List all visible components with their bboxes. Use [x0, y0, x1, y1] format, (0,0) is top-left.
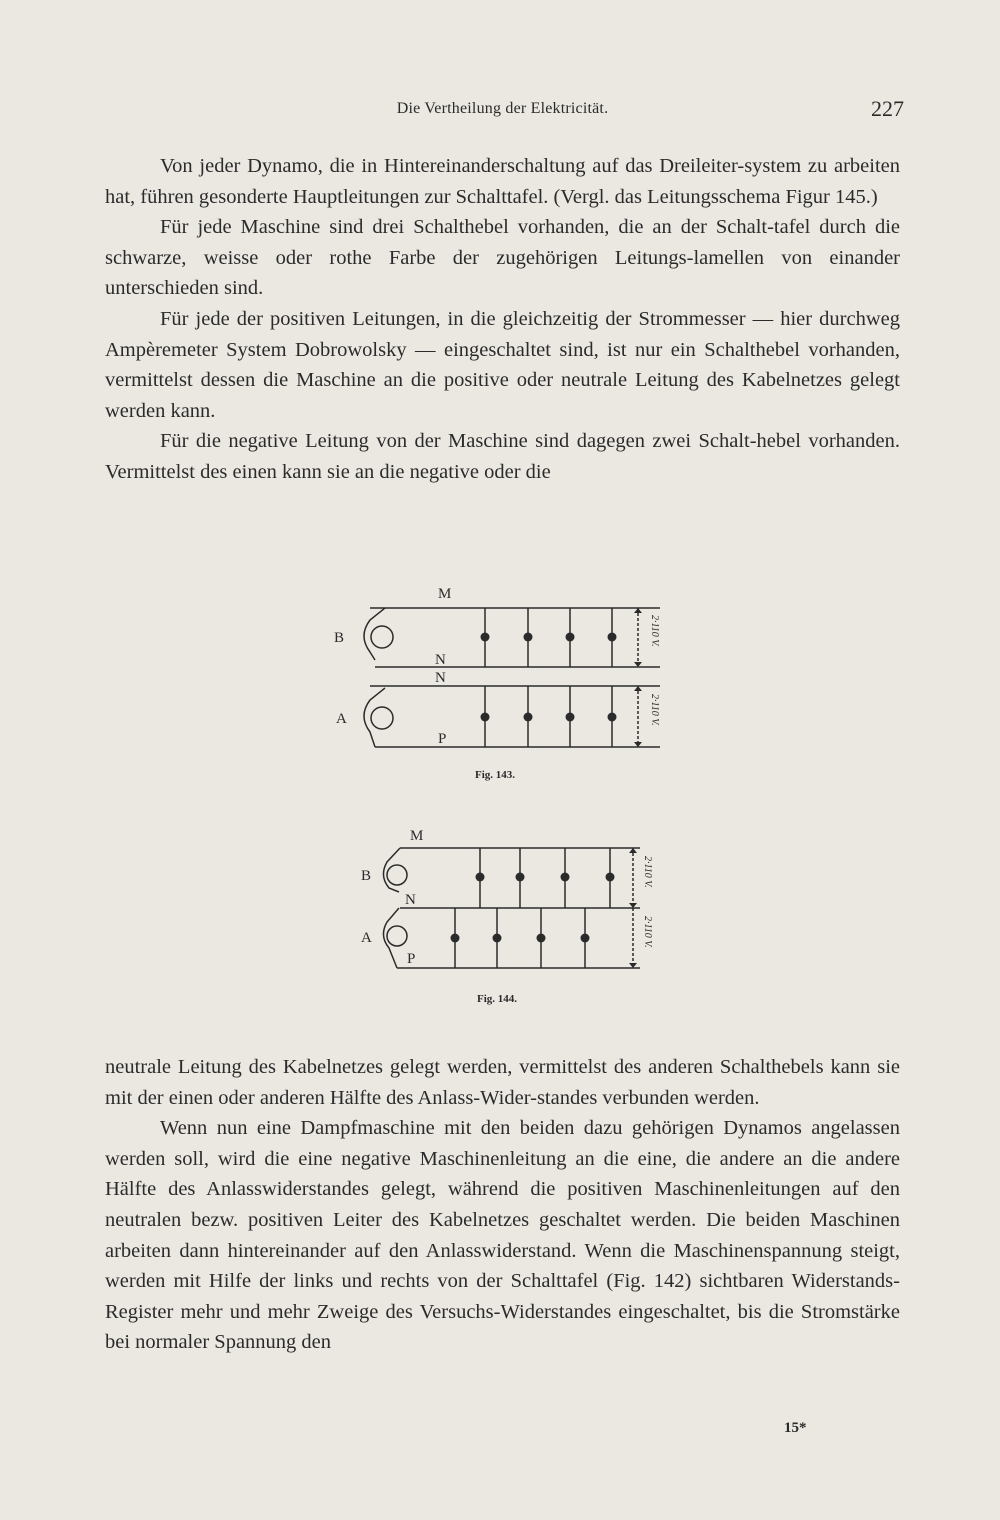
dynamo-b: [387, 865, 407, 885]
label-b: B: [361, 868, 372, 884]
circuit-diagram-143: [330, 580, 670, 790]
label-n-upper: N: [435, 652, 446, 668]
dimension-label: 2·110 V.: [642, 856, 653, 888]
paragraph: Von jeder Dynamo, die in Hintereinanderschaltung auf das Dreileiter-system zu arbeiten hat, führen gesonderte Hauptleitungen zur Schalttafel. (Vergl. das Leitungsschema Figur 145.): [105, 155, 900, 208]
label-m: M: [410, 828, 424, 844]
running-header: [105, 96, 904, 126]
lamp-dot: [476, 873, 485, 882]
label-a: A: [361, 930, 372, 946]
dynamo-b-symbol: [364, 608, 385, 660]
dynamo-a: [387, 926, 407, 946]
paragraph: Für die negative Leitung von der Maschine sind dagegen zwei Schalt-hebel vorhanden. Vermittelst des einen kann sie an die negative oder die: [105, 430, 900, 483]
label-m: M: [438, 586, 452, 602]
lamp-dot: [537, 934, 546, 943]
lamp-dot: [561, 873, 570, 882]
lamp-dot: [606, 873, 615, 882]
dimension-label: 2·110 V.: [649, 694, 660, 726]
lamp-dot: [451, 934, 460, 943]
header-title: Die Vertheilung der Elektricität.: [396, 100, 609, 117]
dynamo-a-symbol: [383, 908, 399, 968]
lamp-dot: [516, 873, 525, 882]
paragraph: neutrale Leitung des Kabelnetzes gelegt werden, vermittelst des anderen Schalthebels kann sie mit der einen oder anderen Hälfte des Anlass-Wider-standes verbunden werden.: [105, 1056, 900, 1109]
paragraph: Für jede der positiven Leitungen, in die gleichzeitig der Strommesser — hier durchweg Ampèremeter System Dobrowolsky — eingeschaltet sind, ist nur ein Schalthebel vorhanden, vermittelst dessen die Maschine an die positive oder neutrale Leitung des Kabelnetzes gelegt werden kann.: [105, 307, 900, 422]
circuit-diagram-144: [355, 822, 665, 1017]
lamp-dot: [481, 713, 490, 722]
lamp-dot: [524, 633, 533, 642]
dimension-label: 2·110 V.: [649, 615, 660, 647]
lamp-dot: [566, 633, 575, 642]
label-n-lower: N: [435, 670, 446, 686]
dynamo-b: [371, 626, 393, 648]
label-p: P: [438, 731, 447, 747]
figure-144: [355, 822, 665, 1017]
lamp-dot: [493, 934, 502, 943]
label-n: N: [405, 892, 416, 908]
lamp-dot: [608, 713, 617, 722]
figure-caption: Fig. 144.: [477, 993, 518, 1005]
paragraph: Für jede Maschine sind drei Schalthebel vorhanden, die an der Schalt-tafel durch die schwarze, weisse oder rothe Farbe der zugehörigen Leitungs-lamellen von einander unterschieden sind.: [105, 216, 900, 300]
text-block-top: [105, 151, 900, 488]
dynamo-a: [371, 707, 393, 729]
lamp-dot: [608, 633, 617, 642]
label-p: P: [407, 951, 416, 967]
dimension-label: 2·110 V.: [642, 916, 653, 948]
lamp-dot: [581, 934, 590, 943]
printer-signature: 15*: [784, 1420, 807, 1436]
text-block-bottom: [105, 1052, 900, 1358]
figure-143: [330, 580, 670, 790]
lamp-dot: [524, 713, 533, 722]
paragraph: Wenn nun eine Dampfmaschine mit den beiden dazu gehörigen Dynamos angelassen werden soll, wird die eine negative Maschinenleitung an die eine, die andere an die andere Hälfte des Anlasswiderstandes gelegt, während die positiven Maschinenleitungen auf den neutralen bezw. positiven Leiter des Kabelnetzes geschaltet werden. Die beiden Maschinen arbeiten dann hintereinander auf den Anlasswiderstand. Wenn die Maschinenspannung steigt, werden mit Hilfe der links und rechts von der Schalttafel (Fig. 142) sichtbaren Widerstands-Register mehr und mehr Zweige des Versuchs-Widerstandes eingeschaltet, bis die Stromstärke bei normaler Spannung den: [105, 1117, 900, 1354]
dynamo-a-symbol: [364, 688, 385, 747]
label-a: A: [336, 711, 347, 727]
lamp-dot: [566, 713, 575, 722]
label-b: B: [334, 630, 345, 646]
lamp-dot: [481, 633, 490, 642]
page-number: 227: [871, 96, 904, 121]
figure-caption: Fig. 143.: [475, 769, 516, 781]
